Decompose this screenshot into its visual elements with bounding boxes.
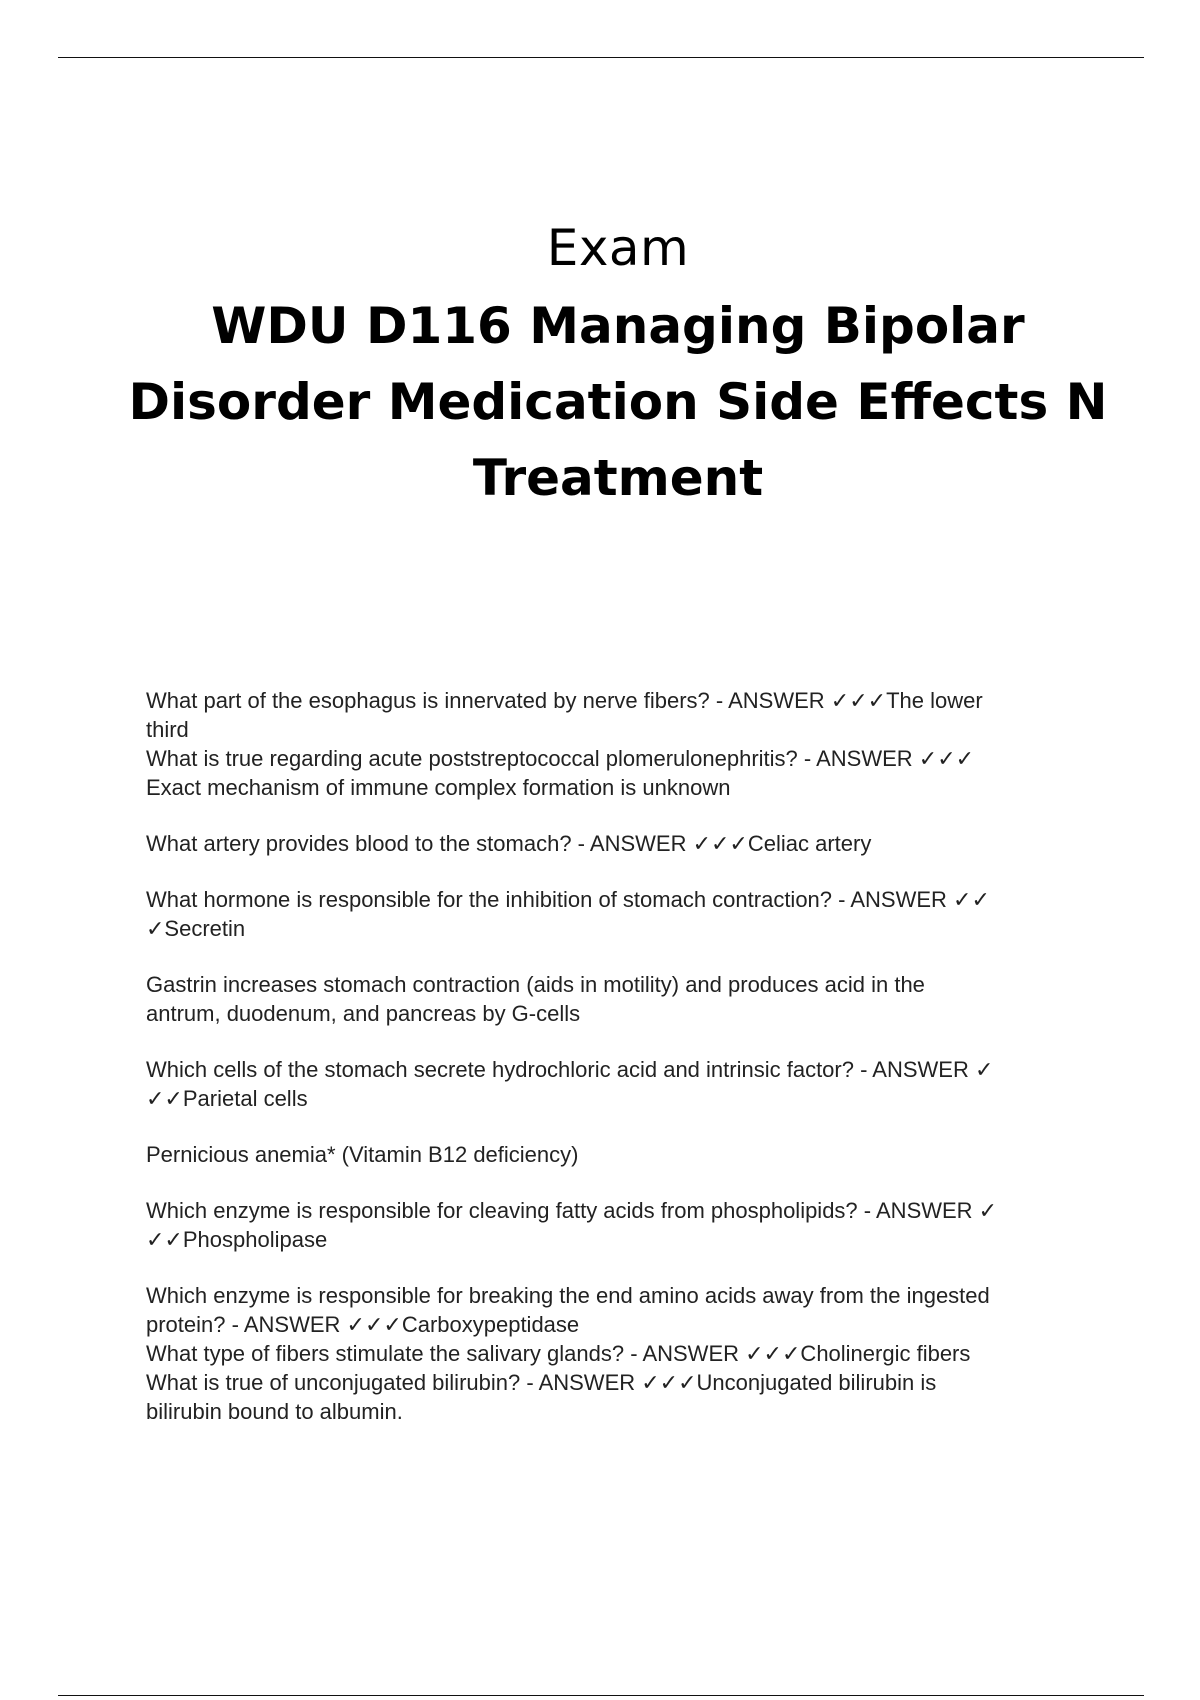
document-type: Exam <box>546 219 690 277</box>
qa-line: What part of the esophagus is innervated by nerve fibers? - ANSWER ✓✓✓The lower <box>146 688 983 713</box>
qa-entry <box>146 885 1091 943</box>
bottom-rule <box>58 1695 1144 1696</box>
note-entry <box>146 1140 1091 1169</box>
document-title-line: WDU D116 Managing Bipolar <box>211 297 1025 355</box>
document-title <box>100 288 1136 516</box>
qa-line: Pernicious anemia* (Vitamin B12 deficiency) <box>146 1142 579 1167</box>
qa-line: bilirubin bound to albumin. <box>146 1399 403 1424</box>
qa-line: Which enzyme is responsible for breaking the end amino acids away from the ingested <box>146 1283 990 1308</box>
qa-entry <box>146 686 1091 744</box>
qa-line: protein? - ANSWER ✓✓✓Carboxypeptidase <box>146 1312 580 1337</box>
qa-line: What is true regarding acute poststreptococcal plomerulonephritis? - ANSWER ✓✓✓ <box>146 746 975 771</box>
question-answer-list <box>146 686 1091 1426</box>
qa-entry <box>146 1055 1091 1113</box>
qa-line: ✓Secretin <box>146 916 246 941</box>
qa-line: ✓✓Parietal cells <box>146 1086 308 1111</box>
qa-entry <box>146 1339 1091 1368</box>
qa-entry <box>146 829 1091 858</box>
qa-entry <box>146 744 1091 802</box>
qa-line: What hormone is responsible for the inhibition of stomach contraction? - ANSWER ✓✓ <box>146 887 990 912</box>
qa-line: What artery provides blood to the stomach? - ANSWER ✓✓✓Celiac artery <box>146 831 872 856</box>
top-rule <box>58 57 1144 58</box>
title-block <box>100 218 1136 516</box>
qa-line: What is true of unconjugated bilirubin? - ANSWER ✓✓✓Unconjugated bilirubin is <box>146 1370 937 1395</box>
qa-line: Which cells of the stomach secrete hydrochloric acid and intrinsic factor? - ANSWER ✓ <box>146 1057 994 1082</box>
qa-line: Which enzyme is responsible for cleaving fatty acids from phospholipids? - ANSWER ✓ <box>146 1198 998 1223</box>
qa-line: antrum, duodenum, and pancreas by G-cells <box>146 1001 581 1026</box>
document-title-line: Disorder Medication Side Effects N <box>128 373 1108 431</box>
qa-line: Exact mechanism of immune complex formation is unknown <box>146 775 731 800</box>
note-entry <box>146 970 1091 1028</box>
qa-line: What type of fibers stimulate the salivary glands? - ANSWER ✓✓✓Cholinergic fibers <box>146 1341 971 1366</box>
qa-entry <box>146 1196 1091 1254</box>
qa-entry <box>146 1368 1091 1426</box>
qa-line: ✓✓Phospholipase <box>146 1227 328 1252</box>
qa-line: third <box>146 717 189 742</box>
document-title-line: Treatment <box>472 449 764 507</box>
qa-entry <box>146 1281 1091 1339</box>
qa-line: Gastrin increases stomach contraction (aids in motility) and produces acid in the <box>146 972 925 997</box>
